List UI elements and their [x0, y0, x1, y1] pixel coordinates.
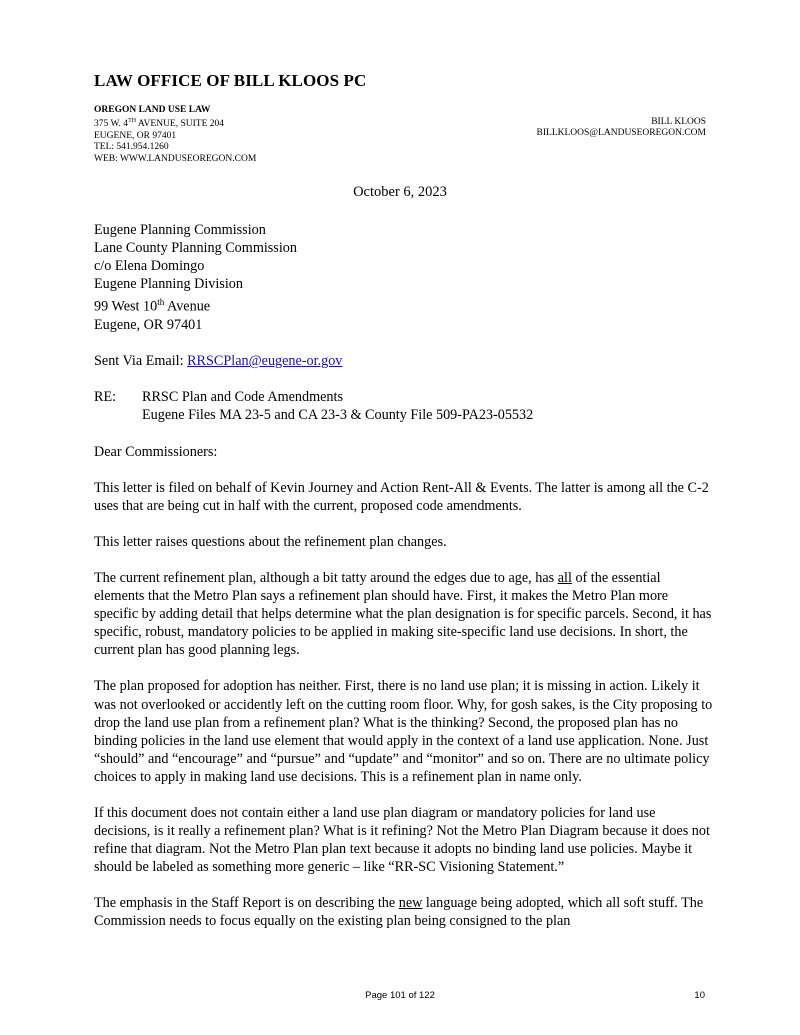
salutation: Dear Commissioners:: [94, 443, 218, 460]
paragraph: [94, 569, 714, 659]
letter-date: October 6, 2023: [353, 184, 447, 200]
page-number: 10: [694, 990, 705, 1001]
email-link[interactable]: RRSCPlan@eugene-or.gov: [187, 353, 343, 370]
sent-via-label: Sent Via Email:: [94, 353, 188, 370]
underlined-word: all: [557, 569, 572, 586]
address-street-suffix: TH: [128, 118, 137, 125]
re-block: [94, 388, 714, 424]
recipient-line: [94, 293, 714, 316]
recipient-line: Eugene, OR 97401: [94, 317, 203, 334]
contact-name: BILL KLOOS: [651, 117, 706, 127]
paragraph: The plan proposed for adoption has neither. First, there is no land use plan; it is missing in action. Likely it was not overlooked or accidently left on the cutting room floor. Why, for gosh sakes, is the City proposing to drop the land use plan from a refinement plan? What is the thinking? Second, the proposed plan has no binding policies in the land use element that would apply in the context of a land use application. None. Just “should” and “encourage” and “pursue” and “update” and “monitor” and so on. There are no ultimate policy choices to apply in making land use decisions. This is a refinement plan in name only.: [94, 678, 713, 785]
address-web: WEB: WWW.LANDUSEOREGON.COM: [94, 153, 257, 164]
recipient-line: Eugene Planning Commission: [94, 222, 266, 238]
firm-name: LAW OFFICE OF BILL KLOOS PC: [94, 71, 367, 90]
sent-via-line: [94, 352, 714, 370]
re-subject: RRSC Plan and Code Amendments: [142, 389, 343, 406]
letter-body: [94, 221, 714, 931]
page-indicator: Page 101 of 122: [365, 990, 435, 1001]
contact-email: BILLKLOOS@LANDUSEOREGON.COM: [536, 128, 706, 139]
letterhead-address: [94, 105, 256, 165]
re-label: RE:: [94, 389, 117, 406]
paragraph: This letter raises questions about the refinement plan changes.: [94, 533, 447, 550]
underlined-word: new: [398, 895, 423, 912]
letterhead-contact: [537, 117, 706, 140]
paragraph: [94, 894, 714, 930]
address-street-rest: AVENUE, SUITE 204: [136, 119, 225, 130]
paragraph-text: The current refinement plan, although a bit tatty around the edges due to age, has: [94, 569, 558, 586]
paragraph-text: of the essential elements that the Metro Plan says a refinement plan should have. First, it makes the Metro Plan more specific by adding detail that helps determine what the plan designation is for specific parcels. Second, it has specific, robust, mandatory policies to be applied in making site-specific land use decisions. In short, the current plan has good planning legs.: [94, 569, 712, 659]
recipient-street: 99 West 10: [94, 299, 158, 316]
paragraph: This letter is filed on behalf of Kevin Journey and Action Rent-All & Events. The latter is among all the C-2 uses that are being cut in half with the current, proposed code amendments.: [94, 479, 709, 514]
recipient-line: c/o Elena Domingo: [94, 258, 205, 275]
paragraph-text: The emphasis in the Staff Report is on describing the: [94, 895, 399, 912]
address-street-number: 375 W. 4: [94, 119, 129, 130]
address-city: EUGENE, OR 97401: [94, 130, 177, 141]
letterhead-subtitle: OREGON LAND USE LAW: [94, 105, 211, 115]
address-street: [94, 116, 256, 131]
recipient-street-suffix: th: [157, 297, 165, 308]
recipient-street-rest: Avenue: [164, 299, 211, 316]
recipient-line: Eugene Planning Division: [94, 276, 243, 293]
address-tel: TEL: 541.954.1260: [94, 142, 169, 153]
re-files: Eugene Files MA 23-5 and CA 23-3 & County File 509-PA23-05532: [142, 407, 534, 424]
recipient-line: Lane County Planning Commission: [94, 240, 297, 257]
recipient-block: [94, 221, 714, 334]
paragraph-text: language being adopted, which all soft stuff. The Commission needs to focus equally on the existing plan being consigned to the plan: [94, 895, 704, 930]
paragraph: If this document does not contain either a land use plan diagram or mandatory policies for land use decisions, is it really a refinement plan? What is it refining? Not the Metro Plan Diagram because it does not refine that diagram. Not the Metro Plan plan text because it adopts no binding land use policies. Maybe it should be labeled as something more generic – like “RR-SC Visioning Statement.”: [94, 804, 710, 876]
